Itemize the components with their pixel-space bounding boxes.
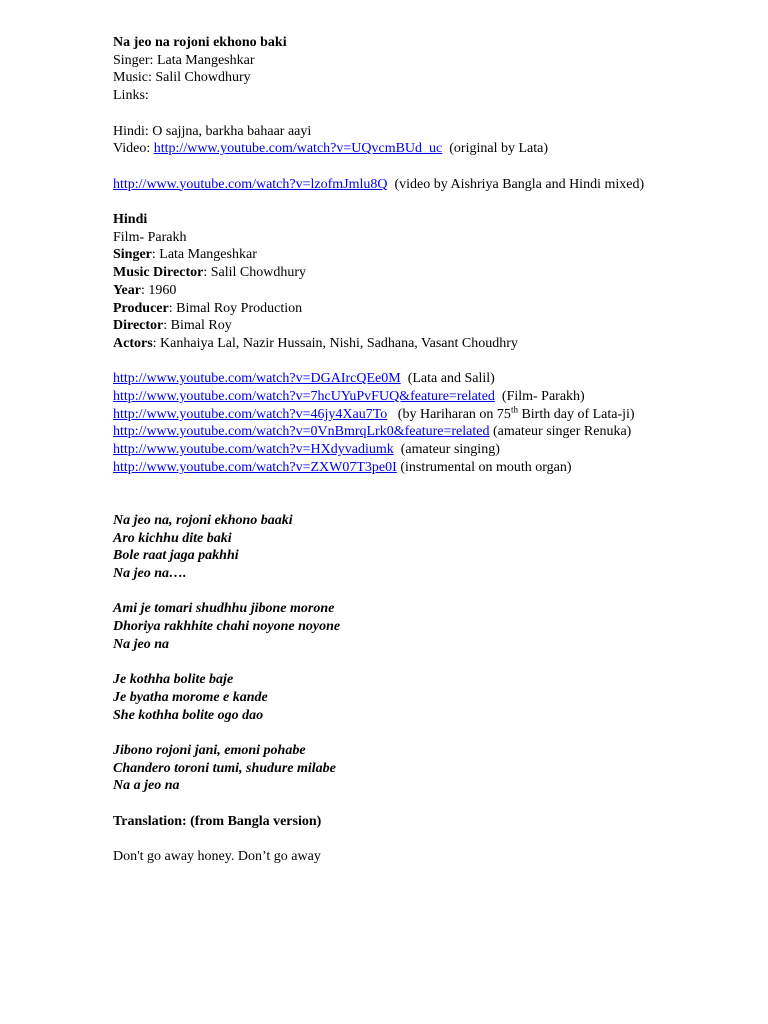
youtube-link[interactable]: http://www.youtube.com/watch?v=DGAIrcQEe0M xyxy=(113,371,401,387)
link-entry xyxy=(113,459,673,477)
detail-value: : Bimal Roy xyxy=(163,318,232,334)
lyric-line: Jibono rojoni jani, emoni pohabe xyxy=(113,742,306,758)
lyric-line: Bole raat jaga pakhhi xyxy=(113,548,239,564)
document-page xyxy=(113,34,673,866)
spacer xyxy=(113,105,673,123)
mixed-video-link[interactable]: http://www.youtube.com/watch?v=lzofmJmlu8Q xyxy=(113,176,388,192)
link-entry xyxy=(113,441,673,459)
links-label: Links: xyxy=(113,88,149,104)
link-note: (Film- Parakh) xyxy=(501,389,585,404)
detail-value: : Salil Chowdhury xyxy=(203,265,306,281)
video-link[interactable]: http://www.youtube.com/watch?v=UQvcmBUd_uc xyxy=(153,141,443,157)
detail-year xyxy=(113,282,673,300)
spacer xyxy=(113,654,673,672)
video-note: (original by Lata) xyxy=(449,141,549,157)
translation-heading: Translation: (from Bangla version) xyxy=(113,813,322,829)
lyric-line: Na jeo na…. xyxy=(113,566,187,581)
detail-actors xyxy=(113,335,673,353)
lyric-line: Na jeo na xyxy=(113,636,169,652)
link-note: (amateur singer Renuka) xyxy=(492,424,632,440)
film-line: Film- Parakh xyxy=(113,229,187,245)
lyric-line: Je kothha bolite baje xyxy=(113,672,234,688)
lyric-line: Dhoriya rakhhite chahi noyone noyone xyxy=(113,619,341,635)
youtube-link[interactable]: http://www.youtube.com/watch?v=ZXW07T3pe0I xyxy=(113,459,397,475)
details-list xyxy=(113,246,673,352)
lyrics-verse xyxy=(113,600,673,653)
hindi-song-line: Hindi: O sajjna, barkha bahaar aayi xyxy=(113,123,312,139)
spacer xyxy=(113,158,673,176)
detail-value: : Kanhaiya Lal, Nazir Hussain, Nishi, Sadhana, Vasant Choudhry xyxy=(152,335,518,351)
link-note: (amateur singing) xyxy=(400,442,500,458)
mixed-video-entry xyxy=(113,176,673,194)
spacer xyxy=(113,477,673,495)
hindi-heading: Hindi xyxy=(113,211,148,227)
spacer xyxy=(113,193,673,211)
youtube-link[interactable]: http://www.youtube.com/watch?v=0VnBmrqLrk0&feature=related xyxy=(113,424,490,440)
lyric-line: Na jeo na, rojoni ekhono baaki xyxy=(113,512,293,528)
spacer xyxy=(113,353,673,371)
lyrics-verse xyxy=(113,671,673,724)
detail-music-director xyxy=(113,264,673,282)
detail-value: : Lata Mangeshkar xyxy=(151,247,257,263)
detail-label: Director xyxy=(113,318,164,334)
mixed-video-note: (video by Aishriya Bangla and Hindi mixed) xyxy=(394,176,645,192)
lyric-line: Chandero toroni tumi, shudure milabe xyxy=(113,760,336,776)
singer-line: Singer: Lata Mangeshkar xyxy=(113,52,255,68)
video-line xyxy=(113,140,673,158)
link-note-sup: th xyxy=(510,404,518,415)
link-note: (Lata and Salil) xyxy=(407,371,495,387)
link-note: (instrumental on mouth organ) xyxy=(400,459,572,475)
lyric-line: She kothha bolite ogo dao xyxy=(113,707,264,723)
spacer xyxy=(113,795,673,813)
links-list xyxy=(113,370,673,476)
link-entry xyxy=(113,406,673,424)
link-note-pre: (by Hariharan on 75 xyxy=(397,406,511,422)
lyric-line: Ami je tomari shudhhu jibone morone xyxy=(113,601,335,617)
video-prefix: Video: xyxy=(113,141,154,157)
detail-singer xyxy=(113,246,673,264)
detail-label: Producer xyxy=(113,300,169,316)
lyric-line: Aro kichhu dite baki xyxy=(113,530,232,546)
music-line: Music: Salil Chowdhury xyxy=(113,70,251,86)
detail-producer xyxy=(113,300,673,318)
detail-value: : 1960 xyxy=(141,282,177,298)
youtube-link[interactable]: http://www.youtube.com/watch?v=HXdyvadiumk xyxy=(113,442,394,458)
lyrics-verse xyxy=(113,512,673,583)
detail-label: Actors xyxy=(113,335,153,351)
detail-value: : Bimal Roy Production xyxy=(168,300,303,316)
spacer xyxy=(113,830,673,848)
link-entry xyxy=(113,370,673,388)
link-note-post: Birth day of Lata-ji) xyxy=(517,406,635,422)
lyric-line: Na a jeo na xyxy=(113,778,180,794)
youtube-link[interactable]: http://www.youtube.com/watch?v=7hcUYuPvFUQ&feature=related xyxy=(113,389,495,404)
youtube-link[interactable]: http://www.youtube.com/watch?v=46jy4Xau7To xyxy=(113,406,388,422)
detail-director xyxy=(113,317,673,335)
detail-label: Singer xyxy=(113,247,152,263)
lyrics-verse xyxy=(113,742,673,795)
spacer xyxy=(113,494,673,512)
translation-line: Don't go away honey. Don’t go away xyxy=(113,849,321,865)
link-entry xyxy=(113,388,673,406)
song-title: Na jeo na rojoni ekhono baki xyxy=(113,35,287,50)
lyric-line: Je byatha morome e kande xyxy=(113,689,268,705)
spacer xyxy=(113,583,673,601)
detail-label: Year xyxy=(113,282,141,298)
spacer xyxy=(113,724,673,742)
link-entry xyxy=(113,423,673,441)
detail-label: Music Director xyxy=(113,265,204,281)
